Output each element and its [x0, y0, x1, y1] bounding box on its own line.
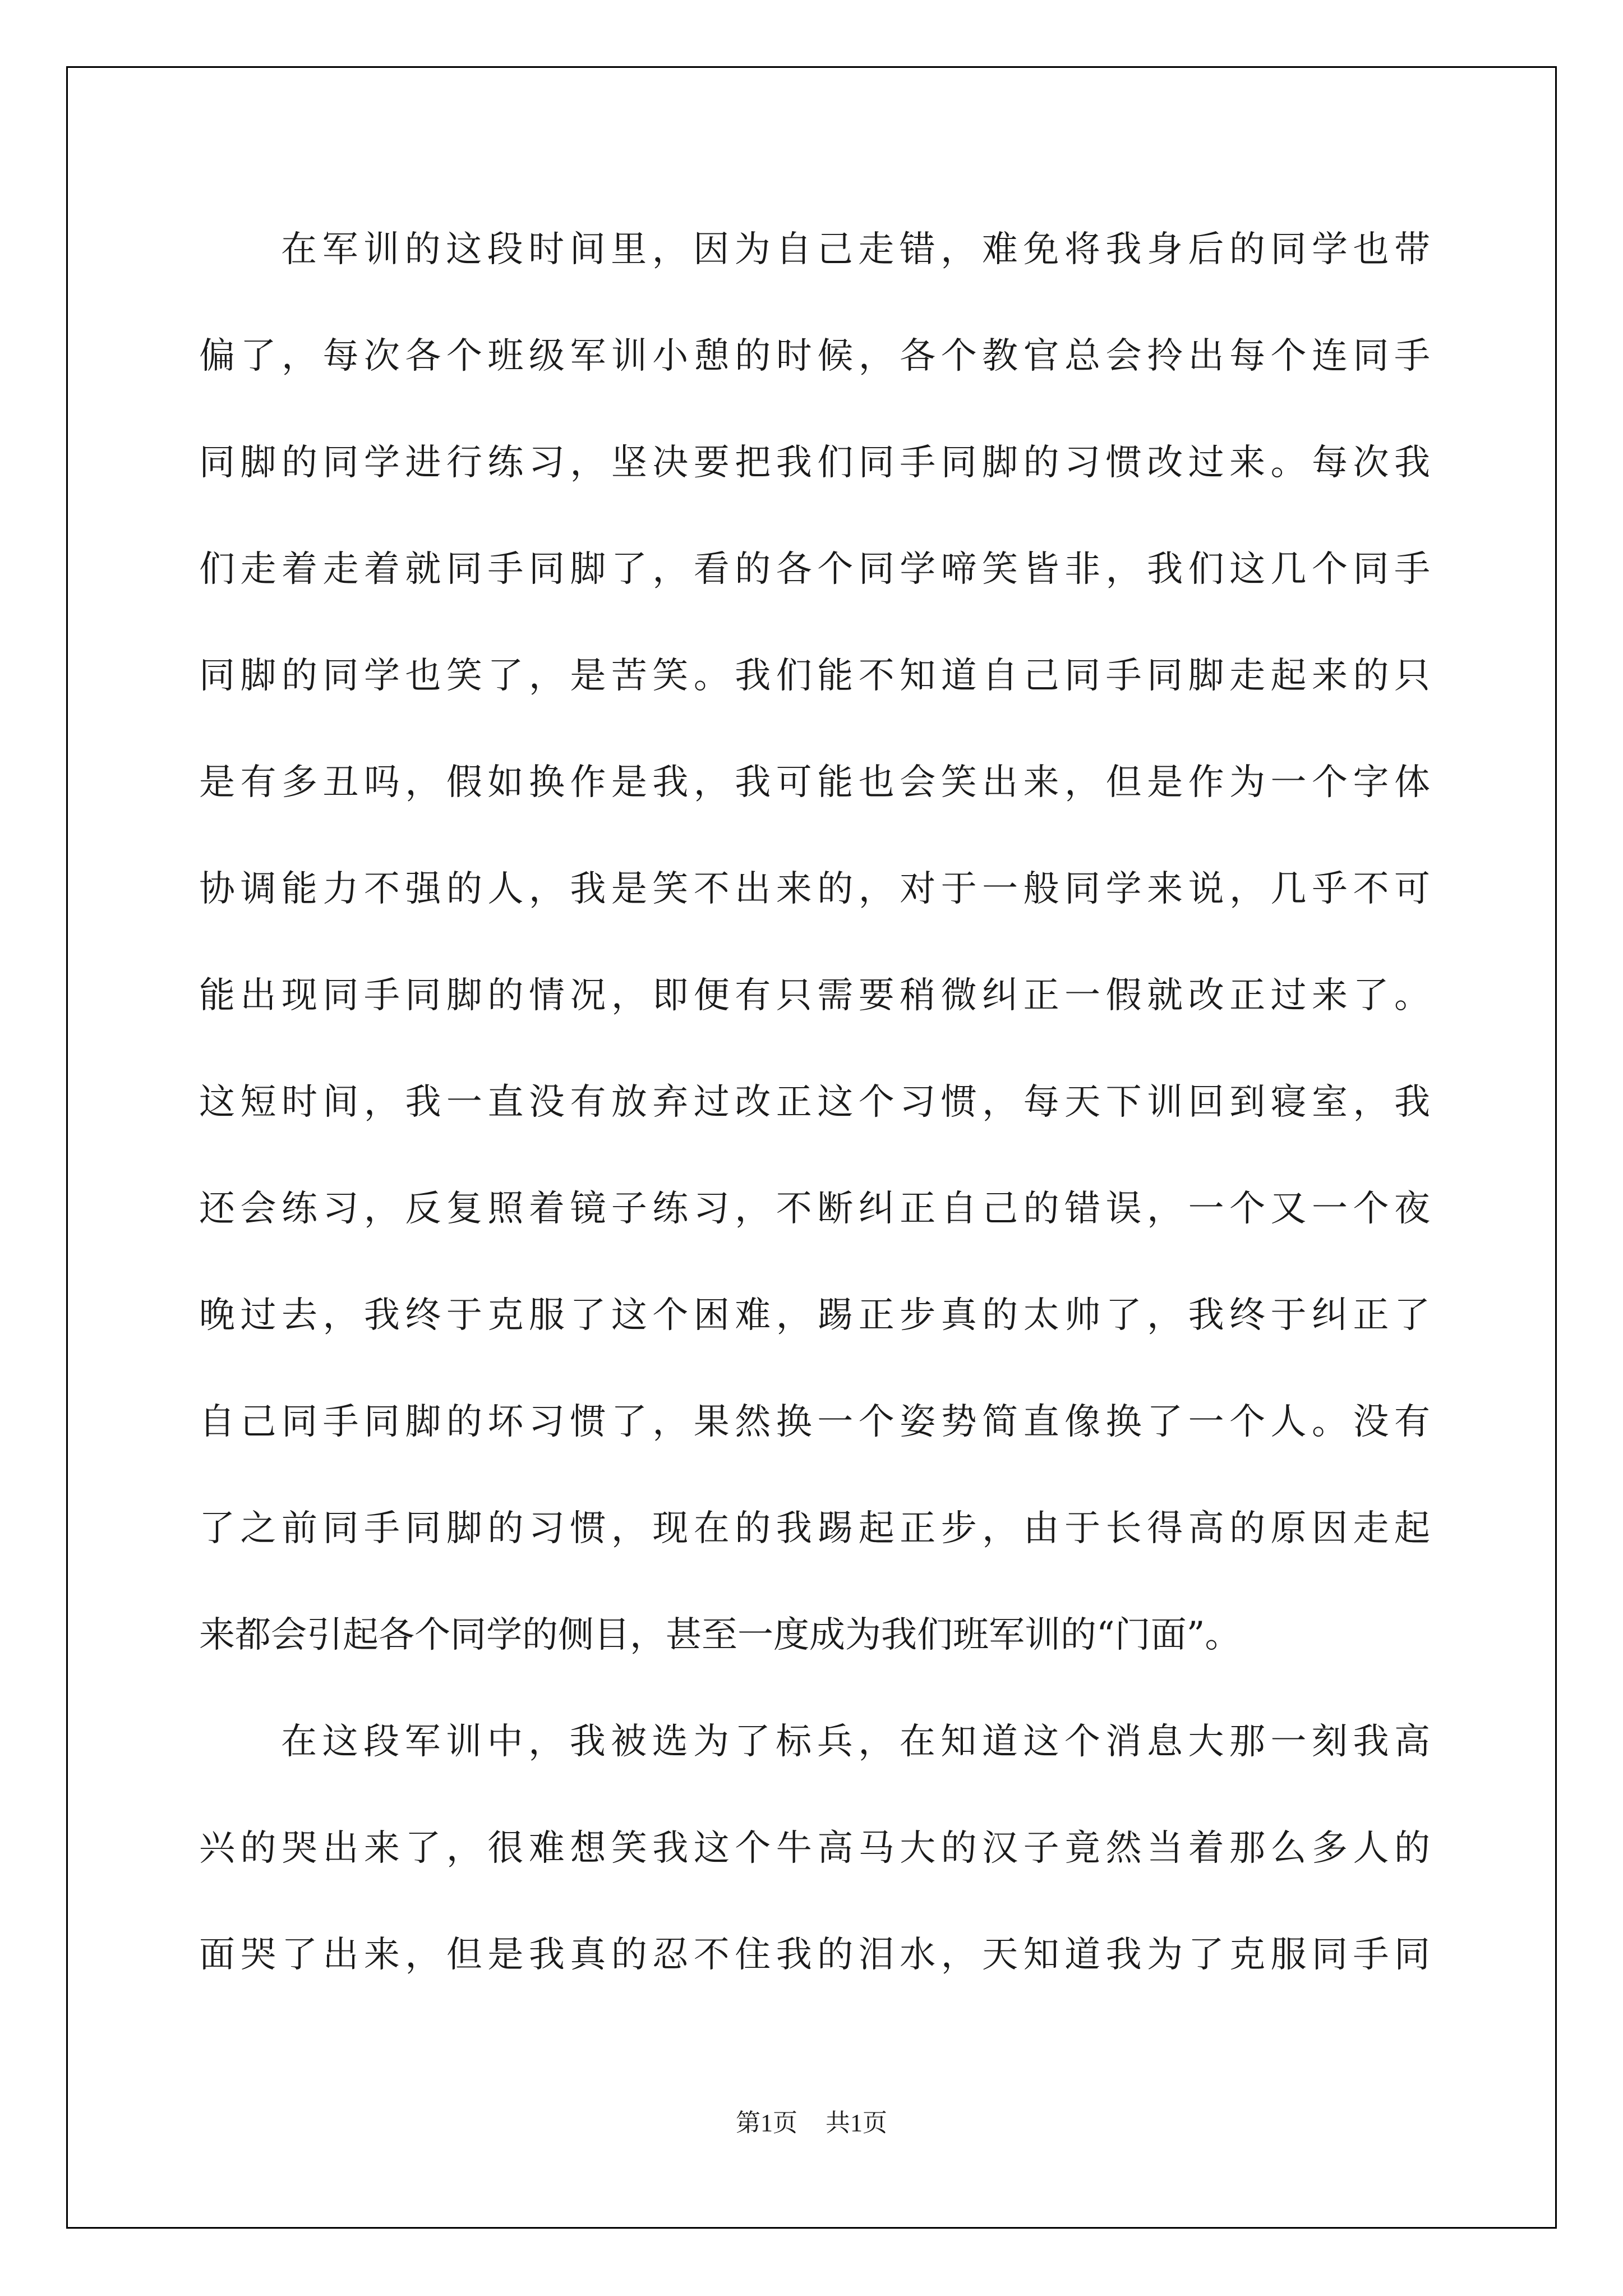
- text-line: 同脚的同学也笑了，是苦笑。我们能不知道自己同手同脚走起来的只: [199, 655, 1430, 697]
- text-line: 在这段军训中，我被选为了标兵，在知道这个消息大那一刻我高: [281, 1721, 1430, 1763]
- page-number: 第1页: [736, 2109, 797, 2137]
- text-line: 同脚的同学进行练习，坚决要把我们同手同脚的习惯改过来。每次我: [199, 442, 1430, 484]
- text-line: 兴的哭出来了，很难想笑我这个牛高马大的汉子竟然当着那么多人的: [199, 1828, 1430, 1869]
- text-line: 协调能力不强的人，我是笑不出来的，对于一般同学来说，几乎不可: [199, 868, 1430, 910]
- paragraph-1: [199, 216, 1430, 1708]
- document-body: [199, 216, 1430, 2028]
- text-line: 来都会引起各个同学的侧目，甚至一度成为我们班军训的“门面”。: [199, 1614, 1241, 1656]
- text-line: 在军训的这段时间里，因为自己走错，难免将我身后的同学也带: [281, 229, 1430, 270]
- text-line: 们走着走着就同手同脚了，看的各个同学啼笑皆非，我们这几个同手: [199, 549, 1430, 590]
- text-line: 这短时间，我一直没有放弃过改正这个习惯，每天下训回到寝室，我: [199, 1082, 1430, 1123]
- text-line: 晚过去，我终于克服了这个困难，踢正步真的太帅了，我终于纠正了: [199, 1295, 1430, 1336]
- text-line: 面哭了出来，但是我真的忍不住我的泪水，天知道我为了克服同手同: [199, 1934, 1430, 1976]
- text-line: 了之前同手同脚的习惯，现在的我踢起正步，由于长得高的原因走起: [199, 1508, 1430, 1549]
- page-total: 共1页: [826, 2109, 887, 2137]
- text-line: 自己同手同脚的坏习惯了，果然换一个姿势简直像换了一个人。没有: [199, 1401, 1430, 1443]
- text-line: 能出现同手同脚的情况，即便有只需要稍微纠正一假就改正过来了。: [199, 975, 1430, 1016]
- text-line: 偏了，每次各个班级军训小憩的时候，各个教官总会拎出每个连同手: [199, 335, 1430, 377]
- text-line: 是有多丑吗，假如换作是我，我可能也会笑出来，但是作为一个字体: [199, 762, 1430, 803]
- page-footer: [0, 2106, 1623, 2140]
- text-line: 还会练习，反复照着镜子练习，不断纠正自己的错误，一个又一个夜: [199, 1188, 1430, 1230]
- paragraph-2: [199, 1708, 1430, 2028]
